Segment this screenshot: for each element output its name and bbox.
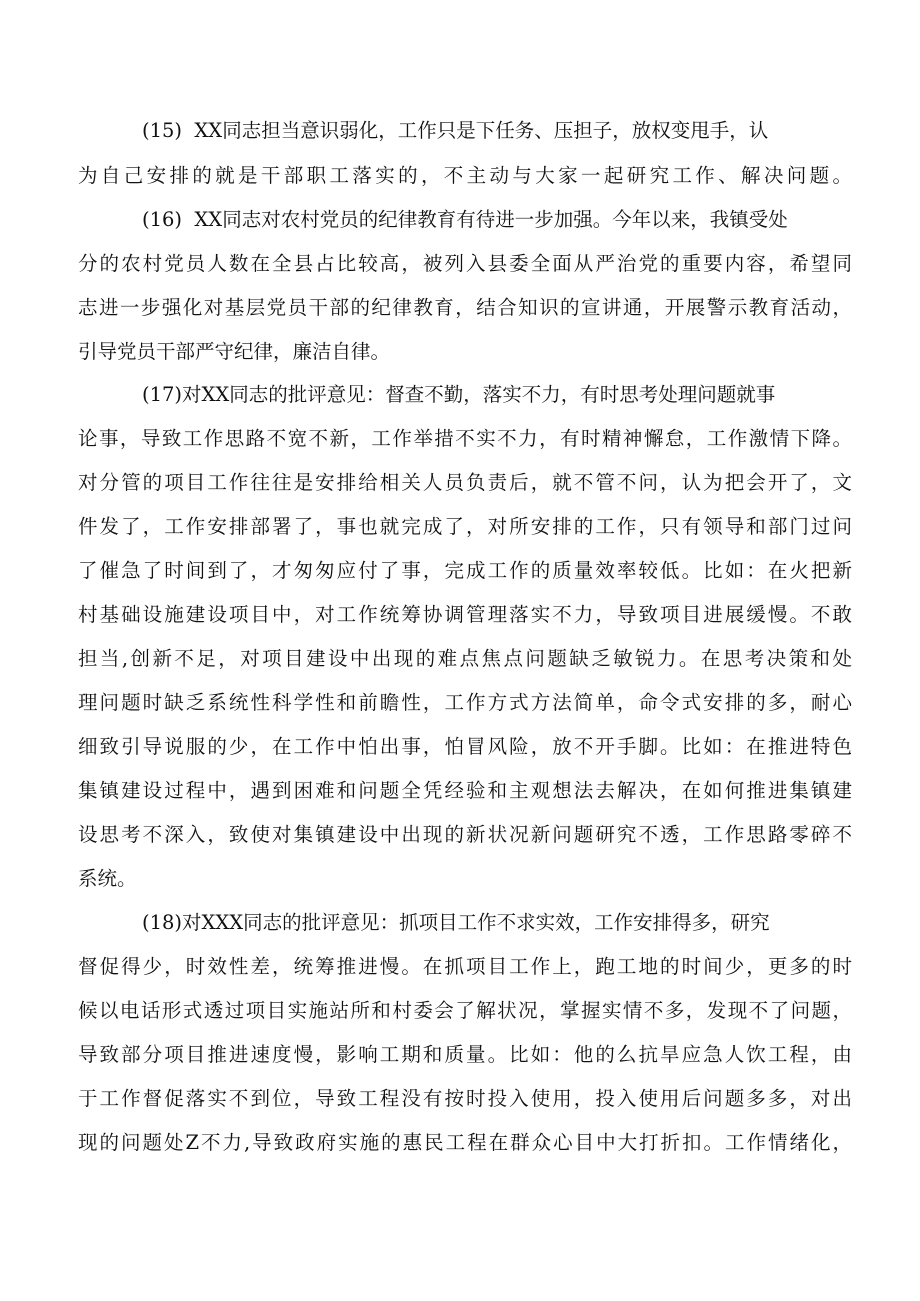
paragraph-17-line-8: 理问题时缺乏系统性科学性和前瞻性，工作方式方法简单，命令式安排的多，耐心 xyxy=(78,691,852,714)
paragraph-17-line-12: 系统。 xyxy=(78,867,137,890)
paragraph-17-line-1: (17)对XX同志的批评意见：督查不勤，落实不力，有时思考处理问题就事 xyxy=(142,383,776,406)
paragraph-15-line-1: (15) XX同志担当意识弱化，工作只是下任务、压担子，放权变甩手，认 xyxy=(142,119,769,142)
paragraph-16-line-2: 分的农村党员人数在全县占比较高，被列入县委全面从严治党的重要内容，希望同 xyxy=(78,252,852,275)
paragraph-17-line-7: 担当,创新不足，对项目建设中出现的难点焦点问题缺乏敏锐力。在思考决策和处 xyxy=(78,647,852,670)
paragraph-18-line-3: 候以电话形式透过项目实施站所和村委会了解状况，掌握实情不多，发现不了问题， xyxy=(78,999,852,1022)
paragraph-16-line-4: 引导党员干部严守纪律，廉洁自律。 xyxy=(78,340,391,363)
paragraph-17-line-3: 对分管的项目工作往往是安排给相关人员负责后，就不管不问，认为把会开了，文 xyxy=(78,471,852,494)
paragraph-17-line-5: 了催急了时间到了，才匆匆应付了事，完成工作的质量效率较低。比如：在火把新 xyxy=(78,559,852,582)
paragraph-18-line-2: 督促得少，时效性差，统筹推进慢。在抓项目工作上，跑工地的时间少，更多的时 xyxy=(78,955,852,978)
paragraph-18-line-4: 导致部分项目推进速度慢，影响工期和质量。比如：他的么抗旱应急人饮工程，由 xyxy=(78,1043,852,1066)
paragraph-18-line-6: 现的问题处Z不力,导致政府实施的惠民工程在群众心目中大打折扣。工作情绪化， xyxy=(78,1131,852,1154)
paragraph-17-line-6: 村基础设施建设项目中，对工作统筹协调管理落实不力，导致项目进展缓慢。不敢 xyxy=(78,603,852,626)
paragraph-17-line-4: 件发了，工作安排部署了，事也就完成了，对所安排的工作，只有领导和部门过问 xyxy=(78,515,852,538)
paragraph-18-line-5: 于工作督促落实不到位，导致工程没有按时投入使用，投入使用后问题多多，对出 xyxy=(78,1087,852,1110)
paragraph-16-line-1: (16) XX同志对农村党员的纪律教育有待进一步加强。今年以来，我镇受处 xyxy=(142,208,788,231)
paragraph-17-line-10: 集镇建设过程中，遇到困难和问题全凭经验和主观想法去解决，在如何推进集镇建 xyxy=(78,779,852,802)
paragraph-17-line-2: 论事，导致工作思路不宽不新，工作举措不实不力，有时精神懈怠，工作激情下降。 xyxy=(78,427,852,450)
paragraph-16-line-3: 志进一步强化对基层党员干部的纪律教育，结合知识的宣讲通，开展警示教育活动， xyxy=(78,296,852,319)
paragraph-17-line-11: 设思考不深入，致使对集镇建设中出现的新状况新问题研究不透，工作思路零碎不 xyxy=(78,823,852,846)
paragraph-17-line-9: 细致引导说服的少，在工作中怕出事，怕冒风险，放不开手脚。比如：在推进特色 xyxy=(78,735,852,758)
paragraph-18-line-1: (18)对XXX同志的批评意见：抓项目工作不求实效，工作安排得多，研究 xyxy=(142,911,770,934)
paragraph-15-line-2: 为自己安排的就是干部职工落实的，不主动与大家一起研究工作、解决问题。 xyxy=(78,164,852,187)
